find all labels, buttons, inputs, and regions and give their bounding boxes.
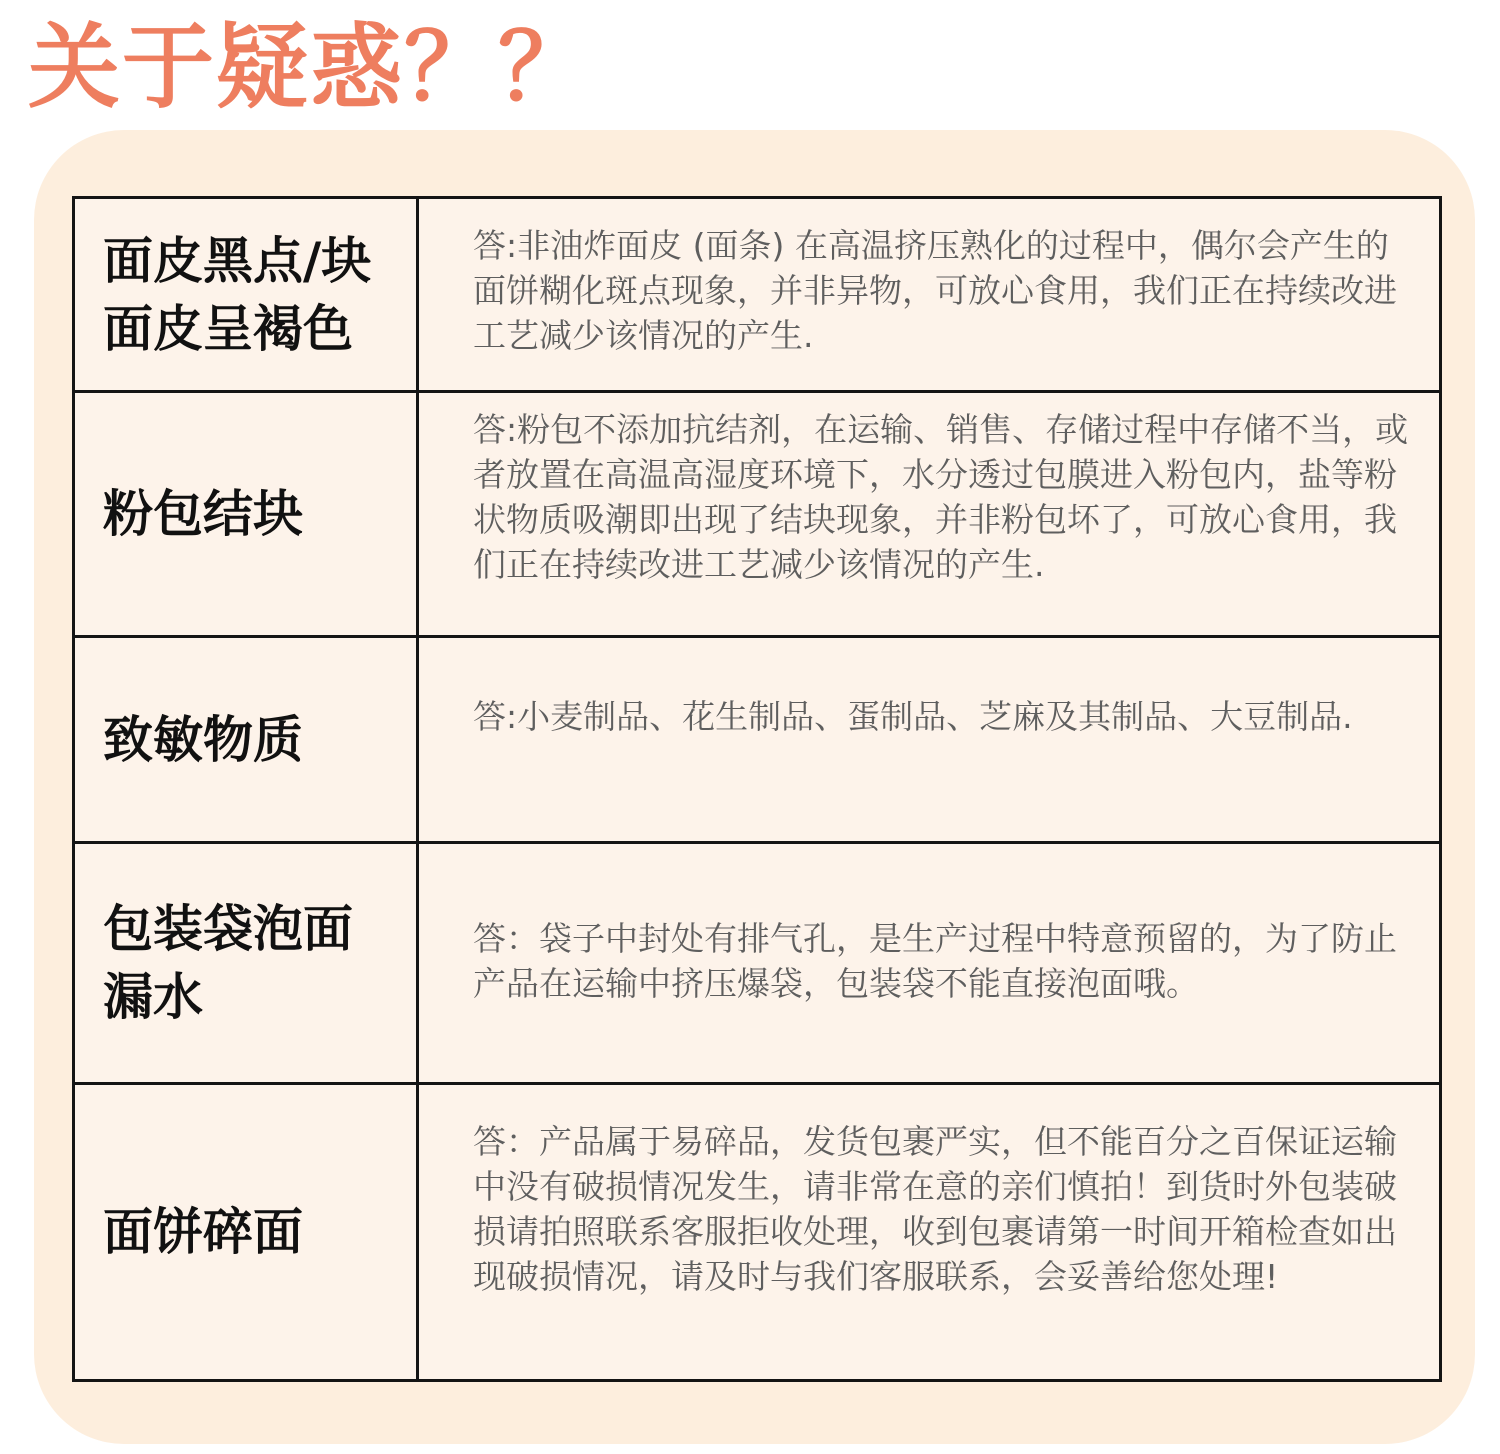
faq-answer	[418, 392, 1441, 637]
faq-question	[74, 637, 418, 843]
faq-answer-text: 答：产品属于易碎品，发货包裹严实，但不能百分之百保证运输中没有破损情况发生，请非常在意的亲们慎拍！到货时外包装破损请拍照联系客服拒收处理，收到包裹请第一时间开箱检查如出现破损情况，请及时与我们客服联系，会妥善给您处理!	[473, 1122, 1397, 1296]
faq-question-line: 面皮呈褐色	[103, 299, 353, 358]
faq-answer	[418, 637, 1441, 843]
faq-row-allergens	[74, 637, 1441, 843]
faq-question	[74, 843, 418, 1084]
faq-question-line: 粉包结块	[103, 485, 303, 543]
faq-question-line: 面饼碎面	[103, 1203, 303, 1261]
faq-row-dark-spots	[74, 198, 1441, 392]
faq-answer-text: 答：袋子中封处有排气孔，是生产过程中特意预留的，为了防止产品在运输中挤压爆袋，包装袋不能直接泡面哦。	[473, 919, 1397, 1003]
faq-row-seasoning-clumps	[74, 392, 1441, 637]
faq-answer-text: 答:粉包不添加抗结剂，在运输、销售、存储过程中存储不当，或者放置在高温高湿度环境下，水分透过包膜进入粉包内，盐等粉状物质吸潮即出现了结块现象，并非粉包坏了，可放心食用，我们正在持续改进工艺减少该情况的产生.	[473, 410, 1409, 584]
faq-question-line: 致敏物质	[103, 710, 303, 769]
faq-answer	[418, 198, 1441, 392]
faq-table	[72, 196, 1442, 1382]
faq-question	[74, 392, 418, 637]
page-title: 关于疑惑？？	[28, 14, 593, 121]
faq-question-line: 漏水	[103, 968, 203, 1026]
faq-answer-text: 答:非油炸面皮 (面条) 在高温挤压熟化的过程中，偶尔会产生的面饼糊化斑点现象，并非异物，可放心食用，我们正在持续改进工艺减少该情况的产生.	[473, 226, 1397, 355]
faq-answer	[418, 1084, 1441, 1381]
faq-row-bag-leak	[74, 843, 1441, 1084]
faq-answer	[418, 843, 1441, 1084]
faq-question	[74, 198, 418, 392]
faq-question	[74, 1084, 418, 1381]
faq-row-broken-noodles	[74, 1084, 1441, 1381]
faq-question-line: 面皮黑点/块	[103, 231, 372, 290]
faq-answer-text: 答:小麦制品、花生制品、蛋制品、芝麻及其制品、大豆制品.	[473, 697, 1353, 736]
faq-question-line: 包装袋泡面	[103, 900, 353, 958]
